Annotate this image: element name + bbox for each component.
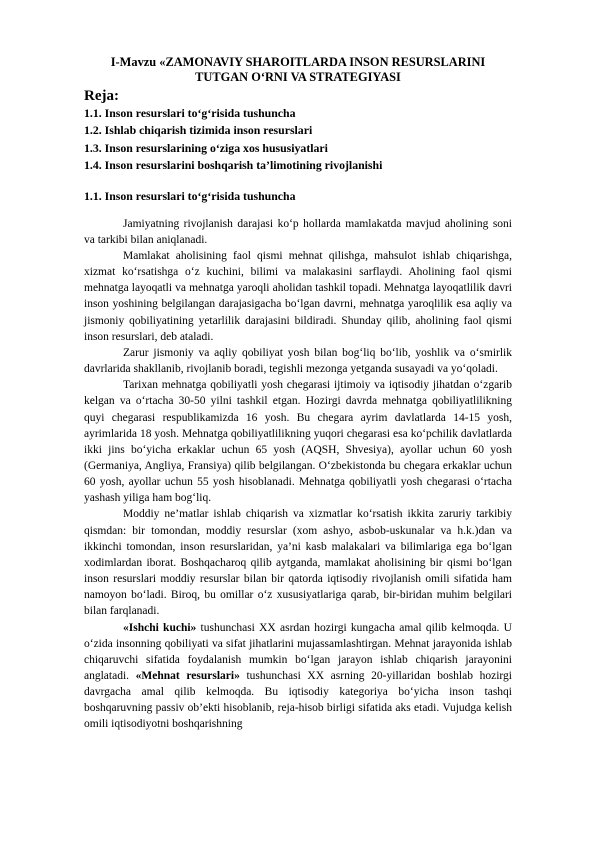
plan-list (84, 105, 512, 175)
paragraph-6-text-b: tushunchasi XX asrning 20-yillaridan boshlab hozirgi davrgacha amal qilib kelmoqda. Bu iqtisodiy kategoriya bo‘yicha inson tashqi boshqaruvning passiv ob’ekti hisoblanib, reja-hisob birligi sifatida aks etadi. Vujudga kelish omili iqtisodiyotni boshqarishning (84, 670, 512, 731)
paragraph-4: Tarixan mehnatga qobiliyatli yosh chegarasi ijtimoiy va iqtisodiy jihatdan o‘zgarib kelgan va o‘rtacha 30-50 yilni tashkil etgan. Hozirgi davrda mehnatga qobiliyatlilikning quyi chegarasi respublikamizda 16 yosh. Bu chegara ayrim davlatlarda 14-15 yosh, ayrimlarida 18 yosh. Mehnatga qobiliyatlilikning yuqori chegarasi esa ko‘pchilik davlatlarda ikki jins bo‘yicha erkaklar uchun 65 yosh (AQSH, Shvesiya), ayollar uchun 60 yosh (Germaniya, Angliya, Fransiya) qilib belgilangan. O‘zbekistonda bu chegara erkaklar uchun 60 yosh, ayollar uchun 55 yosh hisoblanadi. Mehnatga qobiliyatli yosh chegarasi o‘rtacha yashash yiliga ham bog‘liq. (84, 379, 512, 505)
plan-item: 1.4. Inson resurslarini boshqarish ta’limotining rivojlanishi (84, 158, 383, 173)
document-title (84, 55, 512, 85)
plan-item: 1.2. Ishlab chiqarish tizimida inson resurslari (84, 123, 313, 138)
paragraph-6-text-a: tushunchasi XX asrdan hozirgi kungacha amal qilib kelmoqda. U o‘zida insonning qobiliyati va sifat jihatlarini mujassamlashtirgan. Mehnat jarayonida ishlab chiqaruvchi sifatida foydalanish mumkin bo‘lgan jarayon ishlab chiqarish jarayonini anglatadi. (84, 621, 512, 682)
paragraph-6 (84, 620, 512, 733)
title-line-2: TUTGAN O‘RNI VA STRATEGIYASI (195, 70, 401, 84)
plan-item: 1.3. Inson resurslarining o‘ziga xos hususiyatlari (84, 140, 328, 155)
plan-heading: Reja: (84, 88, 119, 104)
paragraph-1: Jamiyatning rivojlanish darajasi ko‘p hollarda mamlakatda mavjud aholining soni va tarkibi bilan aniqlanadi. (84, 217, 512, 246)
paragraph-3: Zarur jismoniy va aqliy qobiliyat yosh bilan bog‘liq bo‘lib, yoshlik va o‘smirlik davrlarida shakllanib, rivojlanib boradi, tegishli mezonga yetganda susayadi va yo‘qoladi. (84, 346, 512, 376)
plan-item: 1.1. Inson resurslari to‘g‘risida tushuncha (84, 106, 296, 120)
term-mehnat-resurslari: «Mehnat resurslari» (135, 670, 240, 682)
title-line-1: I-Mavzu «ZAMONAVIY SHAROITLARDA INSON RESURSLARINI (110, 55, 486, 69)
paragraph-2: Mamlakat aholisining faol qismi mehnat qilishga, mahsulot ishlab chiqarishga, xizmat ko‘rsatishga o‘z kuchini, bilimi va malakasini sarflaydi. Aholining faol qismi mehnatga layoqatli va mehnatga yaroqli aholidan tashkil topadi. Mehnatga layoqatlilik davri inson yoshining belgilangan darajasigacha bo‘lgan davrni, mehnatga yaroqlilik esa aqliy va jismoniy qobiliyatining yetarlilik darajasini bildiradi. Shunday qilib, aholining faol qismi inson resurslari, deb ataladi. (84, 249, 512, 343)
paragraph-5: Moddiy ne’matlar ishlab chiqarish va xizmatlar ko‘rsatish ikkita zaruriy tarkibiy qismdan: bir tomondan, moddiy resurslar (xom ashyo, asbob-uskunalar va h.k.)dan va ikkinchi tomondan, inson resurslaridan, ya’ni kasb malakalari va bilimlariga ega bo‘lgan xodimlardan iborat. Boshqacharoq qilib aytganda, mamlakat aholisining bir qismi bo‘lgan inson resurslari moddiy resurslar bilan bir qatorda iqtisodiy rivojlanish omili sifatida ham namoyon bo‘ladi. Biroq, bu omillar o‘z xususiyatlariga qarab, bir-biridan muhim belgilari bilan farqlanadi. (84, 508, 512, 618)
section-heading: 1.1. Inson resurslari to‘g‘risida tushuncha (84, 188, 296, 203)
term-ishchi-kuchi: «Ishchi kuchi» (123, 621, 197, 634)
